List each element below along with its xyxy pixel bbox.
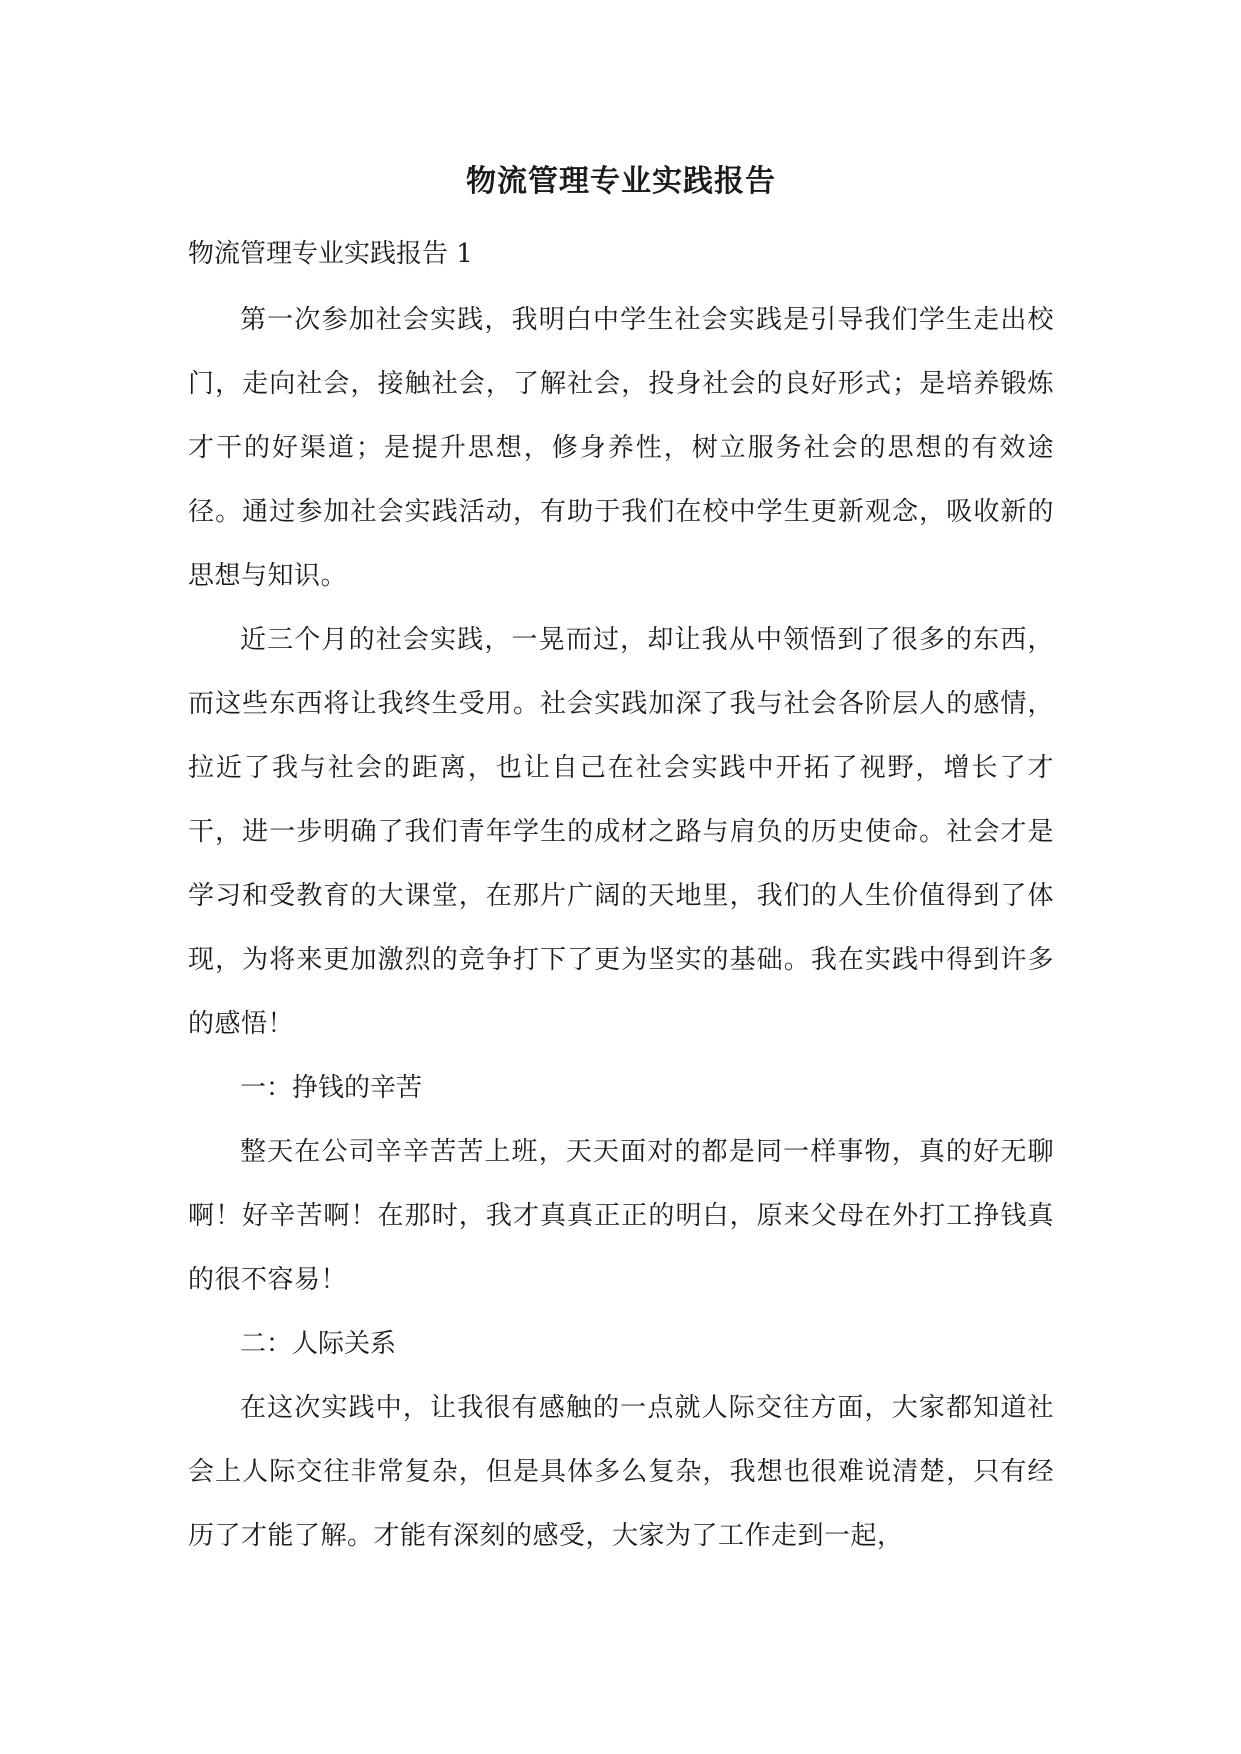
paragraph-intro: 第一次参加社会实践，我明白中学生社会实践是引导我们学生走出校门，走向社会，接触社会，了解社会，投身社会的良好形式；是培养锻炼才干的好渠道；是提升思想，修身养性，树立服务社会的思想的有效途径。通过参加社会实践活动，有助于我们在校中学生更新观念，吸收新的思想与知识。 bbox=[188, 305, 1054, 591]
section-heading-relationships: 二：人际关系 bbox=[240, 1329, 397, 1359]
document-body bbox=[188, 160, 1054, 1568]
paragraph-earning-money: 整天在公司辛辛苦苦上班，天天面对的都是同一样事物，真的好无聊啊！好辛苦啊！在那时，我才真真正正的明白，原来父母在外打工挣钱真的很不容易！ bbox=[188, 1137, 1054, 1295]
paragraph-relationships: 在这次实践中，让我很有感触的一点就人际交往方面，大家都知道社会上人际交往非常复杂，但是具体多么复杂，我想也很难说清楚，只有经历了才能了解。才能有深刻的感受，大家为了工作走到一起， bbox=[188, 1393, 1054, 1551]
paragraph-reflection: 近三个月的社会实践，一晃而过，却让我从中领悟到了很多的东西，而这些东西将让我终生受用。社会实践加深了我与社会各阶层人的感情，拉近了我与社会的距离，也让自己在社会实践中开拓了视野，增长了才干，进一步明确了我们青年学生的成材之路与肩负的历史使命。社会才是学习和受教育的大课堂，在那片广阔的天地里，我们的人生价值得到了体现，为将来更加激烈的竞争打下了更为坚实的基础。我在实践中得到许多的感悟！ bbox=[188, 625, 1054, 1039]
document-title: 物流管理专业实践报告 bbox=[466, 164, 776, 199]
report-subtitle: 物流管理专业实践报告 1 bbox=[188, 239, 473, 269]
section-heading-earning-money: 一：挣钱的辛苦 bbox=[240, 1073, 423, 1103]
